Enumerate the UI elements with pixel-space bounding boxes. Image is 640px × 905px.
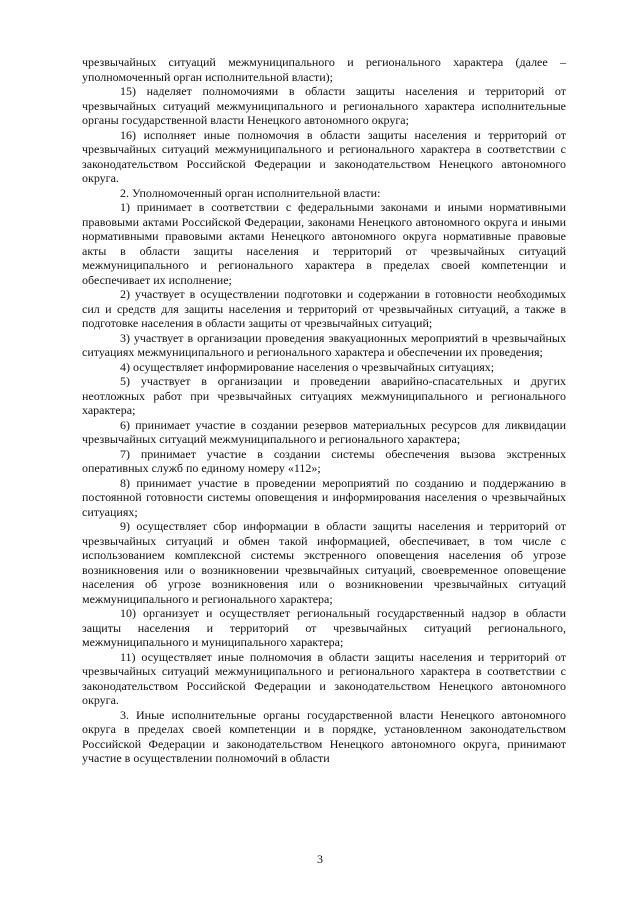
paragraph-item-4: 4) осуществляет информирование населения о чрезвычайных ситуациях;	[120, 359, 495, 374]
paragraph-item-15: 15) наделяет полномочиями в области защиты населения и территорий от чрезвычайных ситуаций межмуниципального и регионального характера исполнительные органы государственной власти Ненецкого автономного округа;	[82, 84, 566, 127]
paragraph-section-3: 3. Иные исполнительные органы государственной власти Ненецкого автономного округа в пределах своей компетенции и в порядке, установленном законодательством Российской Федерации и законодательством Ненецкого автономного округа, принимают участие в осуществлении полномочий в области	[82, 707, 566, 765]
paragraph-item-5: 5) участвует в организации и проведении аварийно-спасательных и других неотложных работ при чрезвычайных ситуациях межмуниципального и регионального характера;	[82, 374, 566, 417]
paragraph-continuation: чрезвычайных ситуаций межмуниципального и регионального характера (далее – уполномоченный орган исполнительной власти);	[82, 55, 566, 84]
paragraph-item-8: 8) принимает участие в проведении мероприятий по созданию и поддержанию в постоянной готовности системы оповещения и информирования населения о чрезвычайных ситуациях;	[82, 475, 566, 519]
page-number: 3	[317, 852, 323, 866]
document-page	[82, 55, 566, 766]
paragraph-item-3: 3) участвует в организации проведения эвакуационных мероприятий в чрезвычайных ситуациях межмуниципального и регионального характера и обеспечении их проведения;	[82, 330, 566, 359]
paragraph-item-11: 11) осуществляет иные полномочия в области защиты населения и территорий от чрезвычайных ситуаций межмуниципального и регионального характера в соответствии с законодательством Российской Федерации и законодательством Ненецкого автономного округа.	[82, 649, 566, 707]
paragraph-item-7: 7) принимает участие в создании системы обеспечения вызова экстренных оперативных служб по единому номеру «112»;	[82, 446, 566, 475]
paragraph-item-10: 10) организует и осуществляет региональный государственный надзор в области защиты населения и территорий от чрезвычайных ситуаций регионального, межмуниципального и муниципального характера;	[82, 606, 566, 649]
paragraph-section-2-heading: 2. Уполномоченный орган исполнительной власти:	[120, 185, 381, 200]
paragraph-item-2: 2) участвует в осуществлении подготовки и содержании в готовности необходимых сил и средств для защиты населения и территорий от чрезвычайных ситуаций, а также в подготовке населения в области защиты от чрезвычайных ситуаций;	[82, 287, 566, 330]
paragraph-item-6: 6) принимает участие в создании резервов материальных ресурсов для ликвидации чрезвычайных ситуаций межмуниципального и регионального характера;	[82, 417, 566, 446]
paragraph-item-9: 9) осуществляет сбор информации в области защиты населения и территорий от чрезвычайных ситуаций и обмен такой информацией, обеспечивает, в том числе с использованием комплексной системы экстренного оповещения населения об угрозе возникновения или о возникновении чрезвычайных ситуаций, своевременное оповещение населения об угрозе возникновения или о возникновении чрезвычайных ситуаций межмуниципального и регионального характера;	[82, 519, 566, 606]
paragraph-item-16: 16) исполняет иные полномочия в области защиты населения и территорий от чрезвычайных ситуаций межмуниципального и регионального характера в соответствии с законодательством Российской Федерации и законодательством Ненецкого автономного округа.	[82, 127, 566, 185]
paragraph-item-1: 1) принимает в соответствии с федеральными законами и иными нормативными правовыми актами Российской Федерации, законами Ненецкого автономного округа и иными нормативными правовыми актами Ненецкого автономного округа нормативные правовые акты в области защиты населения и территорий от чрезвычайных ситуаций межмуниципального и регионального характера в пределах своей компетенции и обеспечивает их исполнение;	[82, 200, 566, 287]
